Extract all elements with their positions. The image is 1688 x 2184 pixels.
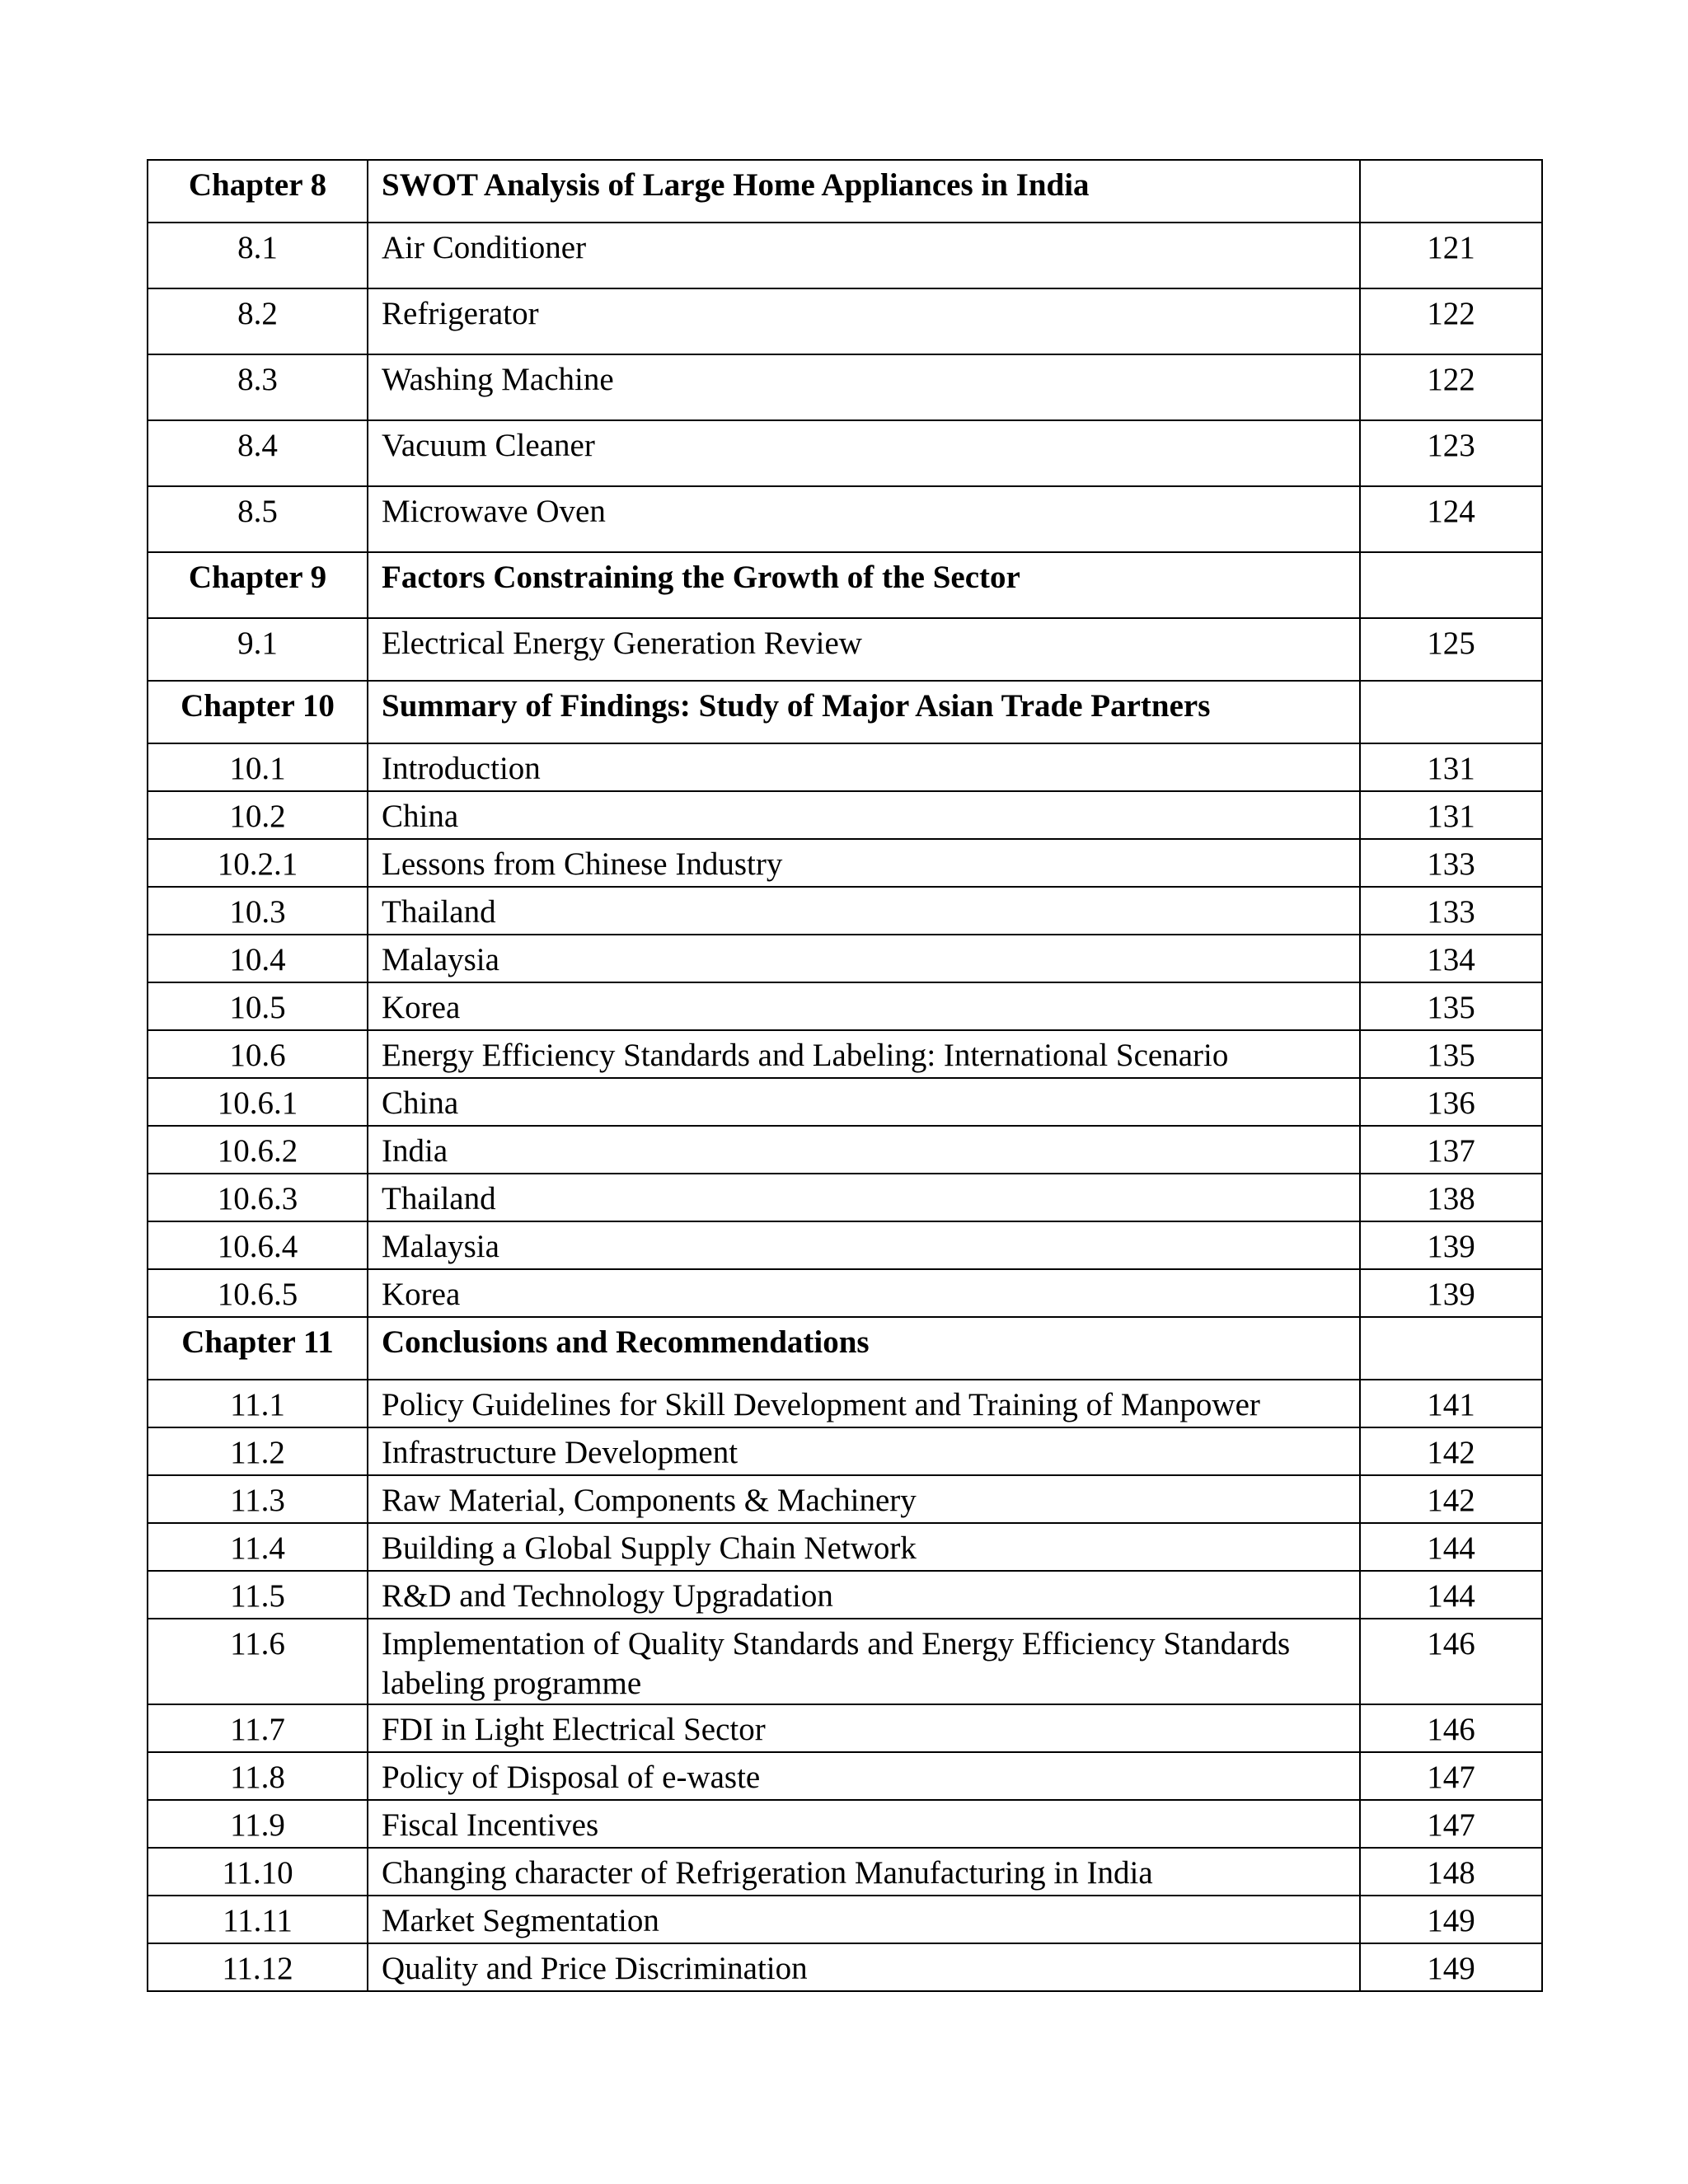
section-number: 8.1 <box>148 223 368 288</box>
section-title: Washing Machine <box>368 354 1360 420</box>
section-title: Changing character of Refrigeration Manufacturing in India <box>368 1848 1360 1896</box>
toc-section-row <box>148 618 1542 681</box>
toc-section-row <box>148 887 1542 935</box>
page-number: 137 <box>1360 1126 1542 1174</box>
section-number: 8.5 <box>148 486 368 552</box>
page-number: 121 <box>1360 223 1542 288</box>
section-number: 11.3 <box>148 1475 368 1523</box>
toc-section-row <box>148 791 1542 839</box>
section-number: 8.4 <box>148 420 368 486</box>
toc-section-row <box>148 486 1542 552</box>
page-number: 135 <box>1360 982 1542 1030</box>
toc-section-row <box>148 1030 1542 1078</box>
page-number: 134 <box>1360 935 1542 982</box>
section-number: 11.12 <box>148 1943 368 1991</box>
toc-section-row <box>148 1619 1542 1704</box>
section-number: 10.6.5 <box>148 1269 368 1317</box>
page-number <box>1360 681 1542 743</box>
section-number: 8.3 <box>148 354 368 420</box>
section-title: Thailand <box>368 1174 1360 1221</box>
toc-section-row <box>148 839 1542 887</box>
page-number: 147 <box>1360 1800 1542 1848</box>
page-number: 139 <box>1360 1221 1542 1269</box>
section-title: India <box>368 1126 1360 1174</box>
page-number: 147 <box>1360 1752 1542 1800</box>
section-title: Raw Material, Components & Machinery <box>368 1475 1360 1523</box>
section-number: 10.6.2 <box>148 1126 368 1174</box>
page-number: 139 <box>1360 1269 1542 1317</box>
section-title: Building a Global Supply Chain Network <box>368 1523 1360 1571</box>
toc-section-row <box>148 935 1542 982</box>
section-number: 8.2 <box>148 288 368 354</box>
section-title: Lessons from Chinese Industry <box>368 839 1360 887</box>
toc-section-row <box>148 1380 1542 1427</box>
toc-section-row <box>148 1943 1542 1991</box>
section-number: 10.4 <box>148 935 368 982</box>
section-number: 10.6.3 <box>148 1174 368 1221</box>
chapter-number: Chapter 9 <box>148 552 368 618</box>
section-number: 11.6 <box>148 1619 368 1704</box>
section-number: 11.10 <box>148 1848 368 1896</box>
page-number: 146 <box>1360 1619 1542 1704</box>
section-number: 11.5 <box>148 1571 368 1619</box>
toc-section-row <box>148 1221 1542 1269</box>
section-title: Korea <box>368 1269 1360 1317</box>
toc-section-row <box>148 1571 1542 1619</box>
toc-section-row <box>148 420 1542 486</box>
page-number: 144 <box>1360 1523 1542 1571</box>
page-number <box>1360 160 1542 223</box>
toc-chapter-row <box>148 552 1542 618</box>
toc-section-row <box>148 1475 1542 1523</box>
toc-section-row <box>148 1523 1542 1571</box>
toc-section-row <box>148 743 1542 791</box>
section-number: 11.1 <box>148 1380 368 1427</box>
section-number: 9.1 <box>148 618 368 681</box>
page-number: 138 <box>1360 1174 1542 1221</box>
chapter-title: SWOT Analysis of Large Home Appliances in India <box>368 160 1360 223</box>
section-number: 10.6.1 <box>148 1078 368 1126</box>
section-title: Policy Guidelines for Skill Development and Training of Manpower <box>368 1380 1360 1427</box>
section-title: Implementation of Quality Standards and Energy Efficiency Standards labeling programme <box>368 1619 1360 1704</box>
page-number: 142 <box>1360 1427 1542 1475</box>
section-title: Malaysia <box>368 935 1360 982</box>
page-number: 125 <box>1360 618 1542 681</box>
toc-section-row <box>148 982 1542 1030</box>
chapter-number: Chapter 10 <box>148 681 368 743</box>
page-number: 123 <box>1360 420 1542 486</box>
page-number: 146 <box>1360 1704 1542 1752</box>
toc-section-row <box>148 354 1542 420</box>
chapter-title: Summary of Findings: Study of Major Asian Trade Partners <box>368 681 1360 743</box>
section-title: Market Segmentation <box>368 1896 1360 1943</box>
section-title: China <box>368 1078 1360 1126</box>
page-number: 135 <box>1360 1030 1542 1078</box>
chapter-number: Chapter 8 <box>148 160 368 223</box>
page-number: 122 <box>1360 354 1542 420</box>
page-number: 124 <box>1360 486 1542 552</box>
section-title: Infrastructure Development <box>368 1427 1360 1475</box>
section-title: Malaysia <box>368 1221 1360 1269</box>
page-number: 141 <box>1360 1380 1542 1427</box>
section-title: Refrigerator <box>368 288 1360 354</box>
section-title: R&D and Technology Upgradation <box>368 1571 1360 1619</box>
page-number: 142 <box>1360 1475 1542 1523</box>
toc-section-row <box>148 1269 1542 1317</box>
section-number: 10.6 <box>148 1030 368 1078</box>
toc-chapter-row <box>148 681 1542 743</box>
chapter-title: Conclusions and Recommendations <box>368 1317 1360 1380</box>
toc-section-row <box>148 1752 1542 1800</box>
section-number: 10.2.1 <box>148 839 368 887</box>
page-number: 149 <box>1360 1943 1542 1991</box>
section-number: 11.11 <box>148 1896 368 1943</box>
section-number: 11.9 <box>148 1800 368 1848</box>
page-number <box>1360 552 1542 618</box>
toc-section-row <box>148 1126 1542 1174</box>
toc-section-row <box>148 1800 1542 1848</box>
section-title: Electrical Energy Generation Review <box>368 618 1360 681</box>
section-number: 10.3 <box>148 887 368 935</box>
section-title: Quality and Price Discrimination <box>368 1943 1360 1991</box>
toc-chapter-row <box>148 1317 1542 1380</box>
toc-section-row <box>148 1896 1542 1943</box>
toc-section-row <box>148 1174 1542 1221</box>
page-number: 122 <box>1360 288 1542 354</box>
section-title: Thailand <box>368 887 1360 935</box>
section-title: Policy of Disposal of e-waste <box>368 1752 1360 1800</box>
toc-section-row <box>148 1848 1542 1896</box>
section-title: China <box>368 791 1360 839</box>
page-number: 131 <box>1360 743 1542 791</box>
toc-chapter-row <box>148 160 1542 223</box>
page-number <box>1360 1317 1542 1380</box>
section-number: 11.2 <box>148 1427 368 1475</box>
section-title: Fiscal Incentives <box>368 1800 1360 1848</box>
page-number: 133 <box>1360 887 1542 935</box>
section-title: Vacuum Cleaner <box>368 420 1360 486</box>
page-number: 133 <box>1360 839 1542 887</box>
section-number: 11.7 <box>148 1704 368 1752</box>
page-number: 131 <box>1360 791 1542 839</box>
page-number: 136 <box>1360 1078 1542 1126</box>
chapter-title: Factors Constraining the Growth of the Sector <box>368 552 1360 618</box>
toc-section-row <box>148 1427 1542 1475</box>
section-title: Air Conditioner <box>368 223 1360 288</box>
page-number: 144 <box>1360 1571 1542 1619</box>
section-number: 11.8 <box>148 1752 368 1800</box>
table-of-contents <box>147 159 1543 1992</box>
section-title: Energy Efficiency Standards and Labeling: International Scenario <box>368 1030 1360 1078</box>
section-number: 10.5 <box>148 982 368 1030</box>
toc-body <box>148 160 1542 1991</box>
section-title: FDI in Light Electrical Sector <box>368 1704 1360 1752</box>
page-number: 148 <box>1360 1848 1542 1896</box>
toc-section-row <box>148 288 1542 354</box>
section-title: Introduction <box>368 743 1360 791</box>
section-number: 10.1 <box>148 743 368 791</box>
section-number: 10.2 <box>148 791 368 839</box>
section-number: 11.4 <box>148 1523 368 1571</box>
section-number: 10.6.4 <box>148 1221 368 1269</box>
toc-section-row <box>148 1704 1542 1752</box>
toc-section-row <box>148 1078 1542 1126</box>
page-number: 149 <box>1360 1896 1542 1943</box>
section-title: Microwave Oven <box>368 486 1360 552</box>
toc-section-row <box>148 223 1542 288</box>
chapter-number: Chapter 11 <box>148 1317 368 1380</box>
section-title: Korea <box>368 982 1360 1030</box>
